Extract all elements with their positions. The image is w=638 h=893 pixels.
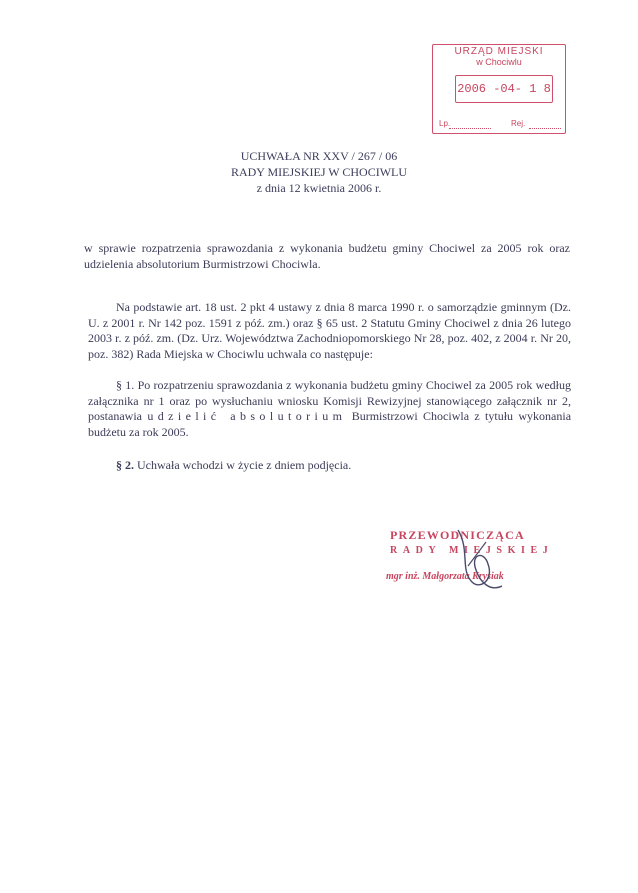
stamp-rej-label: Rej. bbox=[511, 119, 526, 128]
council-name: RADY MIEJSKIEJ W CHOCIWLU bbox=[230, 165, 408, 179]
stamp-office-name: URZĄD MIEJSKI bbox=[454, 46, 544, 57]
section-1-label: § 1. bbox=[116, 378, 135, 392]
resolution-subject: w sprawie rozpatrzenia sprawozdania z wykonania budżetu gminy Chociwel za 2005 rok oraz udzielenia absolutorium Burmistrzowi Chociwla. bbox=[84, 241, 570, 271]
stamp-town: w Chociwlu bbox=[476, 57, 522, 67]
handwritten-signature bbox=[450, 520, 510, 600]
signatory-name: mgr inż. Małgorzata Krysiak bbox=[386, 571, 504, 582]
signature-organ: RADY MIEJSKIEJ bbox=[390, 545, 554, 556]
resolution-date: z dnia 12 kwietnia 2006 r. bbox=[256, 181, 382, 195]
stamp-rej-line bbox=[529, 128, 561, 129]
resolution-number: UCHWAŁA NR XXV / 267 / 06 bbox=[240, 149, 398, 163]
signature-title: PRZEWODNICZĄCA bbox=[390, 528, 525, 542]
stamp-date: 2006 -04- 1 8 bbox=[455, 75, 553, 103]
section-2-label: § 2. bbox=[116, 458, 134, 472]
section-1-text: Po rozpatrzeniu sprawozdania z wykonania budżetu gminy Chociwel za 2005 rok według załącznika nr 1 oraz po wysłuchaniu wniosku Komisji Rewizyjnej stanowiącego załącznik nr 2, postanawia bbox=[88, 378, 572, 423]
section-2-text: Uchwała wchodzi w życie z dniem podjęcia. bbox=[137, 458, 352, 472]
legal-basis-paragraph: Na podstawie art. 18 ust. 2 pkt 4 ustawy z dnia 8 marca 1990 r. o samorządzie gminnym (Dz. U. z 2001 r. Nr 142 poz. 1591 z póź. zm.) oraz § 65 ust. 2 Statutu Gminy Chociwel z dnia 26 lutego 2003 r. z póź. zm. (Dz. Urz. Województwa Zachodniopomorskiego Nr 28, poz. 402, z 2004 r. Nr 20, poz. 382) Rada Miejska w Chociwlu uchwala co następuje: bbox=[88, 300, 571, 361]
document-header bbox=[0, 148, 638, 196]
registry-stamp bbox=[432, 44, 566, 134]
section-1-paragraph bbox=[88, 378, 571, 440]
stamp-lp-label: Lp. bbox=[439, 119, 451, 128]
section-1-text-after: Burmistrzowi Chociwla z tytułu wykonania budżetu za rok 2005. bbox=[88, 409, 572, 439]
stamp-lp-line bbox=[449, 128, 491, 129]
section-1-emphasis: udzielić absolutorium bbox=[147, 409, 347, 423]
section-2-paragraph bbox=[88, 458, 571, 474]
